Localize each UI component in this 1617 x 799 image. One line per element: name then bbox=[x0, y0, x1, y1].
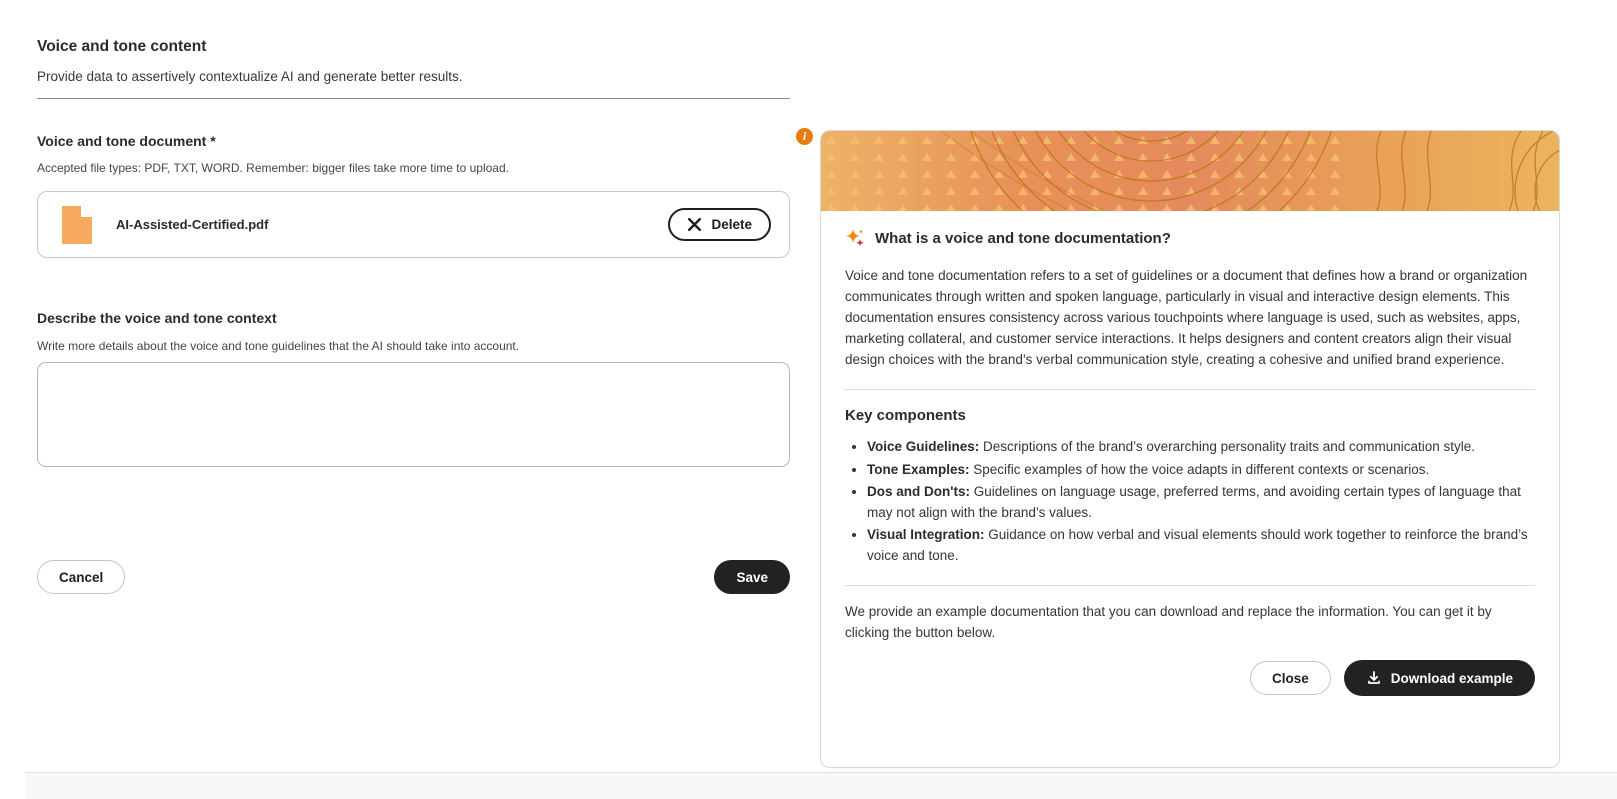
uploaded-file-card bbox=[37, 191, 790, 258]
context-field-helper: Write more details about the voice and tone guidelines that the AI should take into account. bbox=[37, 339, 520, 353]
panel-body bbox=[821, 211, 1559, 696]
form-actions bbox=[37, 560, 790, 594]
key-component-item: • Tone Examples: Specific examples of how the voice adapts in different contexts or scenarios. bbox=[867, 460, 1535, 481]
file-name: AI-Assisted-Certified.pdf bbox=[116, 217, 269, 232]
document-field-label: Voice and tone document * bbox=[37, 133, 216, 149]
key-components-list bbox=[845, 437, 1535, 566]
delete-button[interactable] bbox=[668, 208, 771, 241]
document-field-helper: Accepted file types: PDF, TXT, WORD. Remember: bigger files take more time to upload. bbox=[37, 161, 509, 175]
page-subtitle: Provide data to assertively contextualize AI and generate better results. bbox=[37, 69, 463, 84]
key-component-item: • Dos and Don'ts: Guidelines on language usage, preferred terms, and avoiding certain types of language that may not align with the brand’s values. bbox=[867, 482, 1535, 523]
download-icon bbox=[1366, 670, 1382, 686]
context-field-label: Describe the voice and tone context bbox=[37, 310, 277, 326]
info-panel bbox=[820, 130, 1560, 768]
file-icon bbox=[60, 204, 94, 246]
footer-strip bbox=[25, 772, 1617, 799]
info-icon[interactable]: i bbox=[796, 128, 813, 145]
save-button[interactable]: Save bbox=[714, 560, 790, 594]
key-component-item: • Voice Guidelines: Descriptions of the brand’s overarching personality traits and communication style. bbox=[867, 437, 1535, 458]
panel-divider bbox=[845, 585, 1535, 586]
panel-description: Voice and tone documentation refers to a set of guidelines or a document that defines how a brand or organization communicates through written and spoken language, particularly in visual and interactive design elements. This documentation ensures consistency across various touchpoints where language is used, such as websites, apps, marketing collateral, and customer service interactions. It helps designers and content creators align their visual design choices with the brand’s verbal communication style, creating a cohesive and unified brand experience. bbox=[845, 268, 1528, 368]
download-example-label: Download example bbox=[1390, 670, 1513, 686]
x-icon bbox=[687, 217, 702, 232]
page-title: Voice and tone content bbox=[37, 38, 207, 55]
panel-header-artwork bbox=[821, 131, 1559, 211]
close-button[interactable]: Close bbox=[1250, 661, 1331, 695]
panel-title: What is a voice and tone documentation? bbox=[875, 229, 1171, 247]
key-component-item: • Visual Integration: Guidance on how verbal and visual elements should work together to reinforce the brand’s voice and tone. bbox=[867, 525, 1535, 566]
document-field-header bbox=[37, 133, 790, 149]
sparkle-icon bbox=[845, 228, 865, 248]
panel-footer-text: We provide an example documentation that you can download and replace the information. You can get it by clicking the button below. bbox=[845, 604, 1492, 641]
section-divider bbox=[37, 98, 790, 99]
context-textarea[interactable] bbox=[37, 362, 790, 467]
panel-divider bbox=[845, 389, 1535, 390]
delete-button-label: Delete bbox=[711, 217, 752, 232]
download-example-button[interactable] bbox=[1344, 660, 1535, 696]
panel-actions bbox=[845, 660, 1535, 696]
cancel-button[interactable]: Cancel bbox=[37, 560, 125, 594]
panel-title-row bbox=[845, 228, 1535, 248]
key-components-title: Key components bbox=[845, 407, 966, 425]
form-column bbox=[37, 38, 807, 594]
